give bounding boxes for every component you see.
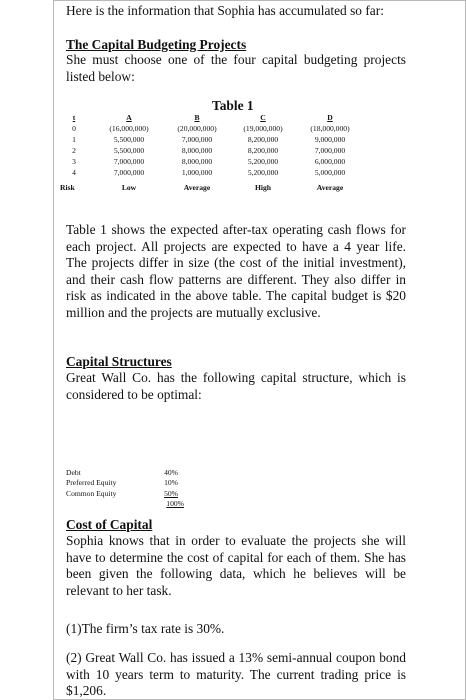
table1-year: 2 xyxy=(72,146,76,156)
table1-cell: 8,200,000 xyxy=(247,146,279,156)
table1-year-header: t xyxy=(72,113,76,122)
capital-structure-label: Debt xyxy=(66,468,81,477)
intro-text: Here is the information that Sophia has accumulated so far: xyxy=(66,3,384,18)
table1-year-column xyxy=(60,112,84,193)
table1-column-d xyxy=(300,112,360,193)
table1-year: 1 xyxy=(72,135,76,145)
table1-cell: 5,000,000 xyxy=(314,168,346,178)
table1-cell: 1,000,000 xyxy=(181,168,213,178)
table1-cell: 5,500,000 xyxy=(113,135,145,145)
capital-structure-pct: 10% xyxy=(164,478,178,488)
cost-of-capital-heading: Cost of Capital xyxy=(66,517,153,532)
table1-risk-value: High xyxy=(254,182,272,192)
cost-of-capital-item-1: (1)The firm’s tax rate is 30%. xyxy=(66,621,225,636)
cost-of-capital-text: Sophia knows that in order to evaluate the projects she will have to determine the cost of capital for each of them. She has been given the following data, which he believes will be relevant to her task. xyxy=(66,533,406,598)
capital-structures-heading: Capital Structures xyxy=(66,354,172,369)
capital-structure-row xyxy=(66,489,178,499)
table1-column-header: B xyxy=(194,113,200,122)
table1-cell: 8,000,000 xyxy=(181,146,213,156)
capital-structure-pct: 50% xyxy=(164,488,178,498)
capital-structure-total-row xyxy=(66,499,184,509)
capital-structures-text: Great Wall Co. has the following capital structure, which is considered to be optimal: xyxy=(66,370,406,402)
table1-cell: (19,000,000) xyxy=(243,124,283,134)
table1-column-header: A xyxy=(126,113,132,122)
table1-cell: 5,200,000 xyxy=(247,168,279,178)
table1-risk-value: Average xyxy=(316,182,344,192)
projects-heading: The Capital Budgeting Projects xyxy=(66,37,247,52)
table1-cell: 6,000,000 xyxy=(314,157,346,167)
table1-risk-value: Low xyxy=(121,182,137,192)
table1-risk-value: Average xyxy=(183,182,211,192)
table1-cell: 7,000,000 xyxy=(181,135,213,145)
table1-risk-label: Risk xyxy=(60,182,75,192)
capital-structure-row xyxy=(66,478,178,488)
table1-column-c xyxy=(233,112,293,193)
table1-cell: (16,000,000) xyxy=(109,124,149,134)
capital-structure-label: Preferred Equity xyxy=(66,478,117,488)
table1-title: Table 1 xyxy=(212,98,254,113)
capital-structure-label: Common Equity xyxy=(66,488,117,498)
projects-text: She must choose one of the four capital budgeting projects listed below: xyxy=(66,52,406,84)
table1-cell: 8,200,000 xyxy=(247,135,279,145)
capital-structure-pct: 40% xyxy=(164,468,178,477)
capital-structure-table xyxy=(66,468,184,510)
capital-structure-total: 100% xyxy=(166,499,184,509)
table1-cell: (20,000,000) xyxy=(177,124,217,134)
table1-year: 4 xyxy=(72,168,76,178)
table1-column-header: D xyxy=(327,113,333,122)
table1-cell: 7,000,000 xyxy=(314,146,346,156)
table1-cell: 5,200,000 xyxy=(247,157,279,167)
table1-column-b xyxy=(167,112,227,193)
table1-cell: 5,500,000 xyxy=(113,146,145,156)
table1-cell: 9,000,000 xyxy=(314,135,346,145)
table1-year: 0 xyxy=(72,124,76,134)
table1-cell: 8,000,000 xyxy=(181,157,213,167)
table1-column-header: C xyxy=(260,113,266,122)
capital-structure-row xyxy=(66,468,178,478)
cost-of-capital-item-2: (2) Great Wall Co. has issued a 13% semi-annual coupon bond with 10 years term to maturity. The current trading price is $1,206. xyxy=(66,650,406,699)
table1-cell: 7,000,000 xyxy=(113,168,145,178)
table1-cell: 7,000,000 xyxy=(113,157,145,167)
top-border xyxy=(53,0,465,1)
table1-year: 3 xyxy=(72,157,76,167)
table1-description: Table 1 shows the expected after-tax operating cash flows for each project. All projects are expected to have a 4 year life. The projects differ in size (the cost of the initial investment), and their cash flow patterns are different. They also differ in risk as indicated in the above table. The capital budget is $20 million and the projects are mutually exclusive. xyxy=(66,222,406,320)
table1-cell: (18,000,000) xyxy=(310,124,350,134)
table1-column-a xyxy=(100,112,158,193)
